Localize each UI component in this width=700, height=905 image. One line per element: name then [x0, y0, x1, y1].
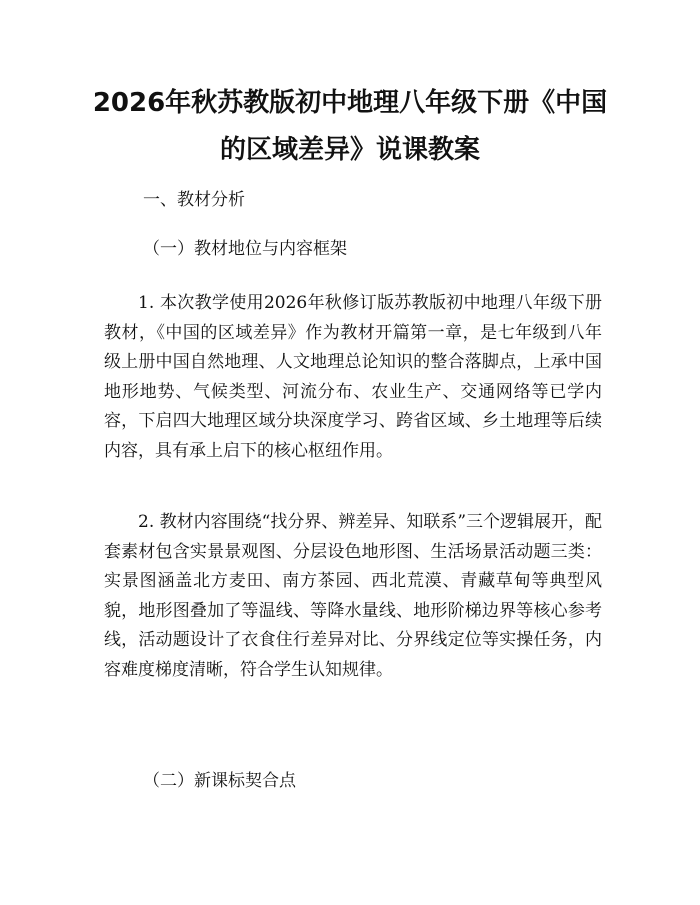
- document-title-line-1: 2026年秋苏教版初中地理八年级下册《中国: [92, 88, 608, 118]
- section-heading-textbook-analysis: 一、教材分析: [143, 190, 245, 210]
- document-title-line-2: 的区域差异》说课教案: [219, 135, 480, 165]
- subsection-heading-curriculum-fit: （二）新课标契合点: [143, 771, 296, 791]
- subsection-heading-status-framework: （一）教材地位与内容框架: [143, 239, 347, 259]
- paragraph-content-framework: 2. 教材内容围绕“找分界、辨差异、知联系”三个逻辑展开，配套素材包含实景景观图、分层设色地形图、生活场景活动题三类：实景图涵盖北方麦田、南方茶园、西北荒漠、青藏草甸等典型风貌，地形图叠加了等温线、等降水量线、地形阶梯边界等核心参考线，活动题设计了衣食住行差异对比、分界线定位等实操任务，内容难度梯度清晰，符合学生认知规律。: [104, 512, 603, 680]
- paragraph-textbook-status: 1. 本次教学使用2026年秋修订版苏教版初中地理八年级下册教材，《中国的区域差异》作为教材开篇第一章，是七年级到八年级上册中国自然地理、人文地理总论知识的整合落脚点，上承中国地形地势、气候类型、河流分布、农业生产、交通网络等已学内容，下启四大地理区域分块深度学习、跨省区域、乡土地理等后续内容，具有承上启下的核心枢纽作用。: [104, 293, 602, 461]
